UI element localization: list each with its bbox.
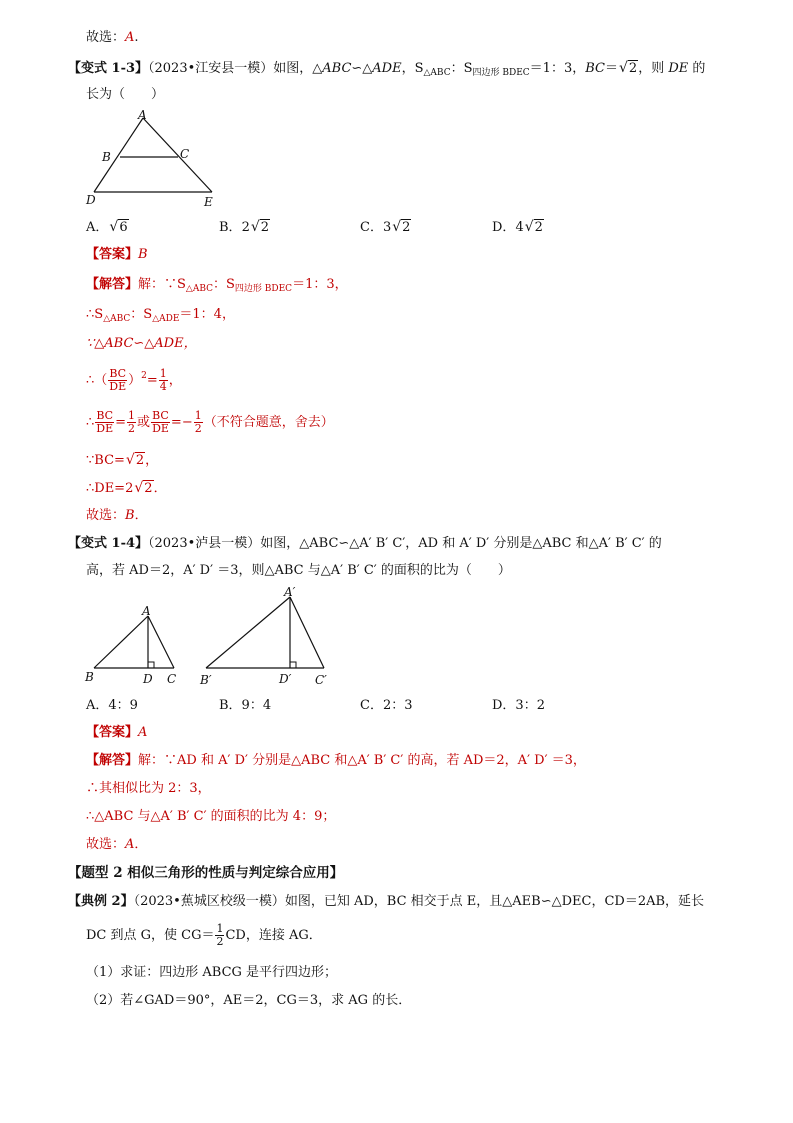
q13-sol5-frac1 <box>95 410 114 435</box>
q13-option-d-letter: D． <box>492 220 516 235</box>
q13-sol5-rnum: 1 <box>128 409 136 422</box>
q13-ratio: ＝1：3， <box>529 61 586 76</box>
q13-sol7-pre: ∴DE=2 <box>86 481 134 496</box>
q14-sol-line3: ∴△ABC 与△A′ B′ C′ 的面积的比为 4：9； <box>86 809 336 824</box>
q13-sol2-sub1: △ABC <box>103 314 131 324</box>
q14-option-a[interactable]: A．4：9 <box>86 698 138 713</box>
q13-sol7-sqrt: √2 <box>134 480 153 496</box>
q13-sol5-pre: ∴ <box>86 415 95 430</box>
q13-bc: BC <box>585 61 605 76</box>
q13-de: DE <box>668 61 689 76</box>
q13-option-c-sqrt: √2 <box>392 219 411 235</box>
q13-sol2-sub2: △ADE <box>152 314 180 324</box>
q13-sol-tag: 【解答】 <box>86 277 139 292</box>
q13-area-s2: ：S <box>450 61 473 76</box>
ex2-stem-line1 <box>68 893 704 911</box>
q13-sol-line6 <box>86 451 158 470</box>
q13-label-c: C <box>180 147 190 161</box>
q13-sol8-end: ． <box>134 508 148 523</box>
q13-sol-line7 <box>86 479 167 498</box>
q13-area-s1: ，S <box>401 61 424 76</box>
q13-sol8-text: 故选： <box>86 508 126 523</box>
q13-label-a: A <box>138 108 147 122</box>
q13-sol8-ans: B <box>125 508 135 523</box>
ex2-part2: （2）若∠GAD＝90°，AE＝2，CG＝3，求 AG 的长． <box>86 993 412 1008</box>
q13-option-c-arg: 2 <box>402 220 411 235</box>
q13-option-b-arg: 2 <box>260 220 270 235</box>
q13-sol5-den: DE <box>96 422 114 435</box>
q14-label-d2: D′ <box>279 672 292 686</box>
q13-sol-line3: ∵△ABC∽△ADE， <box>86 336 197 351</box>
q14-sol4-text: 故选： <box>86 837 126 852</box>
q13-option-a-arg: 6 <box>119 220 128 235</box>
q13-sol2-mid: ：S <box>130 307 153 322</box>
q13-stem-line1 <box>68 59 705 79</box>
q13-sol4-den: DE <box>109 380 127 393</box>
q13-source: （2023•江安县一模）如图，△ <box>148 61 323 76</box>
q14-answer-value: A <box>138 725 148 740</box>
q14-label-c: C <box>167 672 177 686</box>
q13-sol5-rnum2: 1 <box>194 409 202 422</box>
q13-sol4-exp: 2 <box>141 371 147 381</box>
q13-sol6-pre: ∵BC= <box>86 453 125 468</box>
q13-sol5-rden2: 2 <box>194 422 202 435</box>
q13-sol-line8 <box>86 507 148 525</box>
q14-sol1-text: 解：∵AD 和 A′ D′ 分别是△ABC 和△A′ B′ C′ 的高，若 AD＝2，A′ D′ ＝3， <box>138 753 586 768</box>
q14-sol-tag: 【解答】 <box>86 753 139 768</box>
q13-option-d-arg: 2 <box>534 220 543 235</box>
q14-fig-large-ac <box>290 597 324 668</box>
q14-fig-large-right-angle <box>290 662 296 668</box>
ex2-tag: 【典例 2】 <box>68 894 134 909</box>
q13-figure <box>80 108 230 210</box>
q13-sol5-eq2: =− <box>170 415 193 430</box>
q13-option-b-sqrt: √2 <box>250 219 270 235</box>
q14-option-d[interactable]: D．3：2 <box>492 698 545 713</box>
q14-stem-line2: 高，若 AD＝2，A′ D′ ＝3，则△ABC 与△A′ B′ C′ 的面积的比为（ ） <box>86 563 511 578</box>
ex2-frac-den: 2 <box>216 935 224 948</box>
q13-sol4-frac <box>108 368 127 393</box>
q14-label-b: B <box>85 670 94 684</box>
q13-sol5-frac2 <box>151 410 170 435</box>
q13-option-a-sqrt: √6 <box>109 219 128 235</box>
q13-sol5-note: （不符合题意，舍去） <box>203 415 334 430</box>
q13-sol5-or: 或 <box>137 415 151 430</box>
q13-option-c-letter: C． <box>360 220 383 235</box>
section-heading: 【题型 2 相似三角形的性质与判定综合应用】 <box>68 865 344 881</box>
q13-sol6-arg: 2 <box>135 453 145 468</box>
q13-sol-line4 <box>86 366 182 396</box>
q14-sol-line4 <box>86 836 147 854</box>
q14-text1: （2023•泸县一模）如图，△ABC∽△A′ B′ C′，AD 和 A′ D′ 分别是△ABC 和△A′ B′ C′ 的 <box>148 536 662 551</box>
q13-sol7-arg: 2 <box>144 481 153 496</box>
q13-sol7-end: ． <box>153 481 167 496</box>
q13-sol1-pre: 解：∵S <box>138 277 186 292</box>
q14-answer-tag: 【答案】 <box>86 725 139 740</box>
q13-sol5-num2: BC <box>152 409 169 422</box>
q13-option-c-coef: 3 <box>382 220 392 235</box>
q14-label-d: D <box>143 672 153 686</box>
q13-sol4-rden: 4 <box>159 380 167 393</box>
q13-option-d-sqrt: √2 <box>524 219 543 235</box>
q13-sol-line2 <box>86 306 235 325</box>
ex2-part1: （1）求证：四边形 ABCG 是平行四边形； <box>86 965 338 980</box>
q14-sol-line1 <box>86 752 586 770</box>
q14-fig-small-ac <box>148 616 174 668</box>
q13-sol6-sqrt: √2 <box>125 452 145 468</box>
q13-option-d[interactable] <box>492 218 544 237</box>
q13-fig-side-ae <box>143 118 212 192</box>
q13-sqrt: √2 <box>618 60 638 76</box>
q13-sol5-eq: = <box>115 415 127 430</box>
prev-conclusion-text: 故选： <box>86 30 126 45</box>
q13-option-b-letter: B． <box>219 220 242 235</box>
prev-conclusion-answer: A <box>125 30 135 45</box>
ex2-frac <box>215 923 224 948</box>
q13-sol1-tail: ＝1：3， <box>292 277 348 292</box>
q13-sol2-tail: ＝1：4， <box>179 307 235 322</box>
q13-sol4-post: ） <box>128 373 142 388</box>
q14-figure <box>80 582 350 692</box>
q13-then: ，则 <box>638 61 669 76</box>
q13-ade: ADE <box>372 61 402 76</box>
q14-label-b2: B′ <box>200 673 212 687</box>
q13-sol4-end: ， <box>168 373 182 388</box>
q13-sol4-rfrac <box>159 368 168 393</box>
q14-sol4-ans: A <box>125 837 135 852</box>
q13-sol-line5 <box>86 408 334 438</box>
q13-stem-line2: 长为（ ） <box>86 87 165 102</box>
q14-tag: 【变式 1-4】 <box>68 536 149 551</box>
q14-option-b[interactable]: B．9：4 <box>219 698 272 713</box>
q13-option-a-letter: A． <box>86 220 109 235</box>
ex2-text2-pre: DC 到点 G，使 CG＝ <box>86 928 215 943</box>
q13-label-b: B <box>102 150 111 164</box>
q13-sol4-rnum: 1 <box>159 367 167 380</box>
q14-label-a: A <box>142 604 151 618</box>
q13-sol-line1 <box>86 276 348 295</box>
q13-sol1-sub1: △ABC <box>185 284 214 294</box>
q13-sol5-rfrac2 <box>194 410 203 435</box>
q14-fig-small-ab <box>94 616 148 668</box>
q14-sol-line2: ∴其相似比为 2：3， <box>86 781 211 796</box>
q13-sol5-den2: DE <box>152 422 169 435</box>
q14-label-c2: C′ <box>315 673 327 687</box>
q13-sol4-eq: = <box>146 373 158 388</box>
q13-tag: 【变式 1-3】 <box>68 61 149 76</box>
q14-stem-line1 <box>68 535 662 553</box>
ex2-stem-line2 <box>86 921 322 951</box>
q13-answer <box>86 246 148 264</box>
q13-eq: ＝ <box>604 61 618 76</box>
q14-answer <box>86 724 147 742</box>
ex2-text2-post: CD，连接 AG． <box>225 928 322 943</box>
q13-sol5-num: BC <box>96 409 114 422</box>
q13-label-d: D <box>86 193 96 207</box>
q13-answer-tag: 【答案】 <box>86 247 139 262</box>
q13-sol5-rden: 2 <box>128 422 136 435</box>
q14-label-a2: A′ <box>284 585 296 599</box>
q14-sol4-end: ． <box>134 837 148 852</box>
q13-option-c[interactable] <box>360 218 411 237</box>
q13-label-e: E <box>204 195 213 209</box>
q13-sol5-rfrac1 <box>127 410 136 435</box>
q13-sol1-mid: ：S <box>213 277 235 292</box>
q13-option-a[interactable] <box>86 218 129 237</box>
q13-option-d-coef: 4 <box>515 220 524 235</box>
q13-sol6-end: ， <box>145 453 159 468</box>
q14-fig-large-ab <box>206 597 290 668</box>
q13-area-sub1: △ABC <box>423 68 451 78</box>
ex2-text1: （2023•蕉城区校级一模）如图，已知 AD，BC 相交于点 E，且△AEB∽△DEC，CD＝2AB，延长 <box>133 894 705 909</box>
q13-sim: ∽△ <box>351 61 373 76</box>
ex2-frac-num: 1 <box>216 922 224 935</box>
q13-option-b-coef: 2 <box>241 220 250 235</box>
q13-sqrt-arg: 2 <box>628 61 638 76</box>
q13-sol4-pre: ∴（ <box>86 373 108 388</box>
q13-abc: ABC <box>322 61 352 76</box>
q13-area-sub2: 四边形 BDEC <box>472 68 530 78</box>
q13-answer-value: B <box>138 247 148 262</box>
q13-sol2-pre: ∴S <box>86 307 104 322</box>
q13-de-tail: 的 <box>688 61 706 76</box>
q13-option-b[interactable] <box>219 218 270 237</box>
q13-sol1-sub2: 四边形 BDEC <box>234 284 293 294</box>
q14-option-c[interactable]: C．2：3 <box>360 698 413 713</box>
q14-fig-small-right-angle <box>148 662 154 668</box>
q13-sol4-num: BC <box>109 367 127 380</box>
prev-conclusion: 故选：A. <box>86 30 139 45</box>
